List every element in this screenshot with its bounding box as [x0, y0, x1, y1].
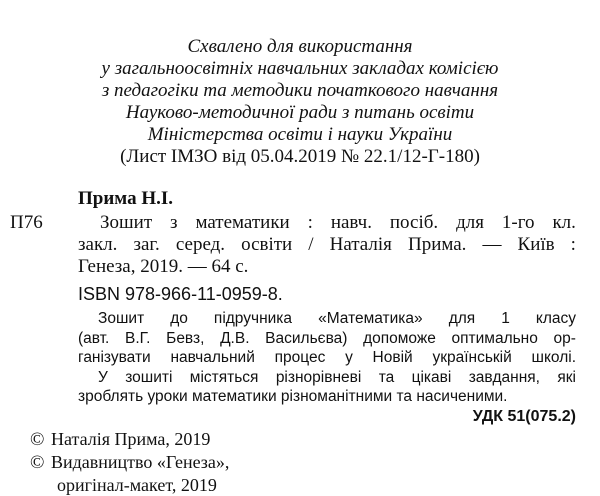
biblio-line: [78, 234, 576, 256]
annotation-word: цікаві: [411, 368, 452, 386]
biblio-word: :: [307, 212, 313, 233]
class-code: П76: [10, 212, 43, 233]
annotation-line: [78, 368, 576, 388]
biblio-word: навч.: [330, 212, 372, 233]
biblio-word: :: [570, 234, 576, 255]
copyright-icon: ©: [30, 429, 45, 450]
biblio-line: [78, 212, 576, 234]
biblio-word: Зошит: [100, 212, 153, 233]
annotation-word: підручника: [213, 310, 293, 327]
copyright-block: [30, 428, 229, 496]
biblio-word: математики: [195, 212, 290, 233]
approval-line: Схвалено для використання: [187, 36, 413, 57]
annotation-word: Бевз,: [166, 329, 205, 347]
approval-letter: (Лист ІМЗО від 05.04.2019 № 22.1/12-Г-180): [120, 146, 480, 167]
annotation-word: Новій: [372, 349, 413, 366]
approval-line: з педагогіки та методики початкового навчання: [101, 80, 499, 101]
annotation-last-line: зроблять уроки математики різноманітними та насиченими.: [78, 388, 508, 405]
annotation-word: 1: [501, 310, 510, 327]
annotation-word: Зошит: [98, 310, 145, 327]
author-name: Прима Н.І.: [78, 188, 174, 209]
biblio-word: —: [482, 234, 502, 255]
annotation-line: [78, 329, 576, 349]
approval-line: Науково-методичної ради з питань освіти: [125, 102, 475, 123]
annotation: [78, 309, 576, 407]
annotation-word: класу: [535, 310, 576, 327]
biblio-line: [78, 256, 576, 278]
biblio-word: 1-го: [501, 212, 535, 233]
bibliographic-description: [78, 212, 576, 278]
annotation-word: до: [170, 310, 188, 327]
annotation-word: (авт.: [78, 329, 110, 347]
annotation-word: українській: [432, 349, 512, 366]
annotation-word: У: [98, 368, 108, 386]
biblio-word: закл.: [78, 234, 118, 255]
copyright-author-text: Наталія Прима, 2019: [51, 429, 211, 449]
biblio-word: Наталія: [329, 234, 392, 255]
biblio-word: /: [308, 234, 314, 255]
biblio-word: посіб.: [389, 212, 439, 233]
annotation-word: ганізувати: [78, 349, 151, 366]
annotation-word: допоможе: [363, 329, 436, 347]
udk-code: УДК 51(075.2): [472, 408, 576, 425]
approval-block: [0, 36, 600, 168]
biblio-word: заг.: [133, 234, 160, 255]
annotation-word: різнорівневі: [275, 368, 362, 386]
biblio-word: серед.: [175, 234, 226, 255]
biblio-word: освіти: [241, 234, 293, 255]
copyright-icon: ©: [30, 452, 45, 473]
annotation-word: містяться: [189, 368, 259, 386]
biblio-publisher-line: Генеза, 2019. — 64 с.: [78, 256, 249, 277]
annotation-word: навчальний: [170, 349, 255, 366]
biblio-word: для: [456, 212, 484, 233]
annotation-word: у: [345, 349, 353, 366]
copyright-author: [30, 428, 229, 451]
approval-line: Міністерства освіти і науки України: [147, 124, 453, 145]
annotation-line: [78, 309, 576, 329]
annotation-word: зошиті: [125, 368, 173, 386]
copyright-publisher: [30, 451, 229, 474]
annotation-word: Д.В.: [220, 329, 250, 347]
biblio-word: кл.: [552, 212, 576, 233]
copyright-publisher-text: Видавництво «Генеза»,: [51, 452, 230, 472]
isbn: ISBN 978-966-11-0959-8.: [78, 284, 283, 304]
approval-line: у загальноосвітніх навчальних закладах комісією: [101, 58, 499, 79]
annotation-word: В.Г.: [125, 329, 151, 347]
annotation-word: ор-: [553, 329, 576, 347]
biblio-word: Прима.: [407, 234, 467, 255]
biblio-word: Київ: [517, 234, 555, 255]
annotation-word: школі.: [531, 349, 576, 366]
annotation-word: які: [557, 368, 576, 386]
annotation-word: оптимально: [451, 329, 538, 347]
annotation-line: [78, 348, 576, 368]
annotation-line: [78, 387, 576, 407]
copyright-layout-text: оригінал-макет, 2019: [57, 475, 217, 495]
annotation-word: завдання,: [468, 368, 540, 386]
annotation-word: для: [448, 310, 476, 327]
annotation-word: процес: [274, 349, 326, 366]
biblio-word: з: [170, 212, 178, 233]
annotation-word: та: [378, 368, 395, 386]
annotation-word: Васильєва): [265, 329, 348, 347]
annotation-word: «Математика»: [318, 310, 423, 327]
